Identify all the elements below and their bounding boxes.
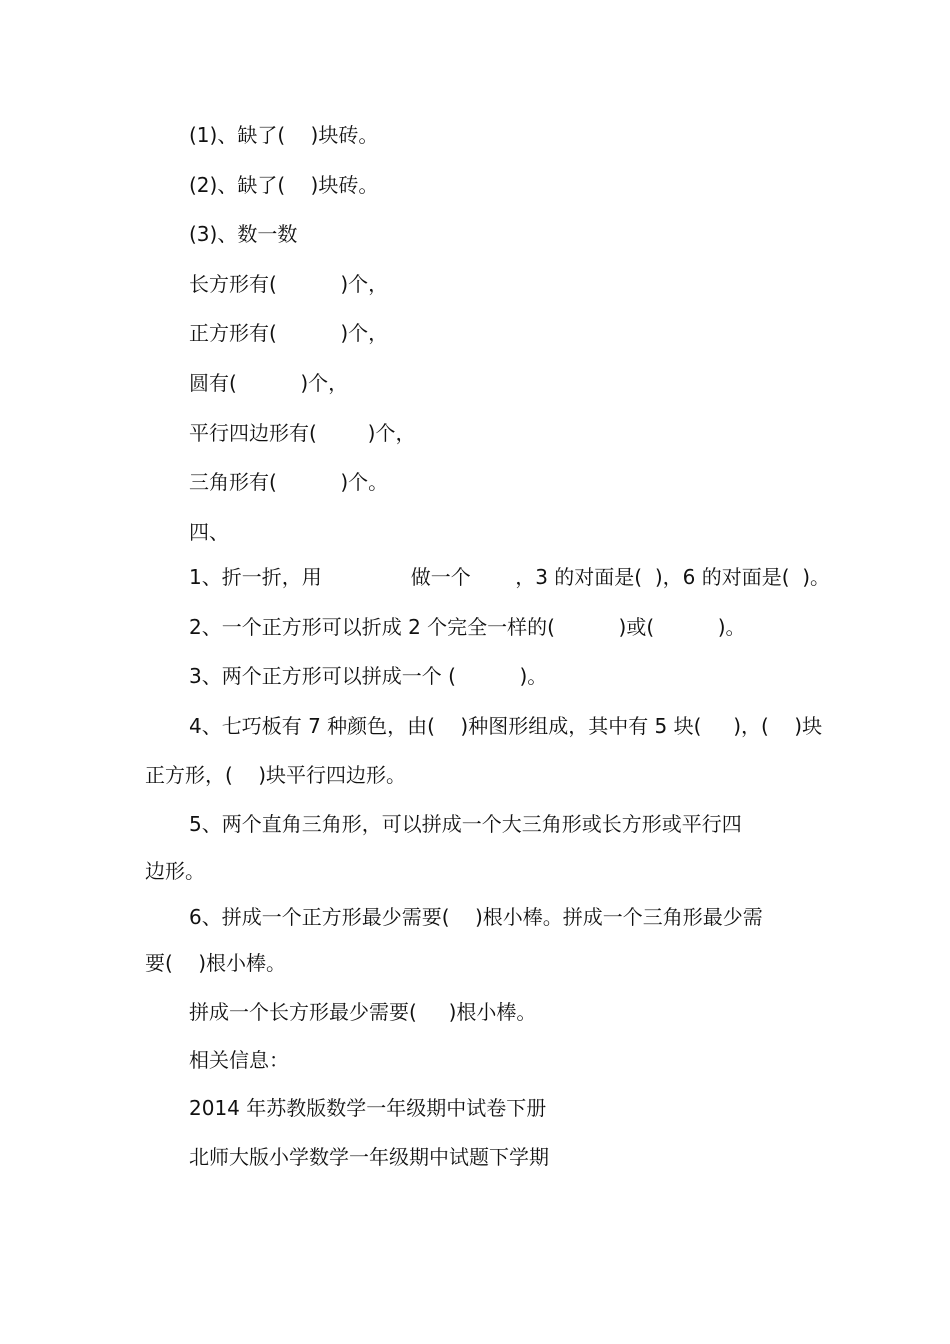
question-4-2: 2、一个正方形可以折成 2 个完全一样的( )或( )。 [189, 615, 746, 639]
question-4-6-line-2: 要( )根小棒。 [145, 951, 287, 975]
related-info-heading: 相关信息： [189, 1048, 289, 1072]
related-link-2[interactable]: 北师大版小学数学一年级期中试题下学期 [189, 1145, 549, 1169]
question-4-4-line-2: 正方形，( )块平行四边形。 [145, 763, 407, 787]
related-link-1[interactable]: 2014 年苏教版数学一年级期中试卷下册 [189, 1096, 547, 1120]
question-4-5-line-1: 5、两个直角三角形，可以拼成一个大三角形或长方形或平行四 [189, 812, 742, 836]
question-4-3: 3、两个正方形可以拼成一个 ( )。 [189, 664, 548, 688]
count-triangles: 三角形有( )个。 [189, 470, 389, 494]
question-4-5-line-2: 边形。 [145, 859, 205, 883]
count-rectangles: 长方形有( )个， [189, 272, 389, 296]
count-circles: 圆有( )个， [189, 371, 349, 395]
count-parallelograms: 平行四边形有( )个， [189, 421, 416, 445]
question-3-part-2: (2)、缺了( )块砖。 [189, 173, 379, 197]
question-3-part-1: (1)、缺了( )块砖。 [189, 123, 379, 147]
question-3-part-3: (3)、数一数 [189, 222, 298, 246]
question-4-1: 1、折一折，用 做一个 ，3 的对面是( )，6 的对面是( )。 [189, 565, 831, 589]
count-squares: 正方形有( )个， [189, 321, 389, 345]
question-4-6-line-3: 拼成一个长方形最少需要( )根小棒。 [189, 1000, 537, 1024]
question-4-4-line-1: 4、七巧板有 7 种颜色，由( )种图形组成，其中有 5 块( )，( )块 [189, 714, 823, 738]
section-heading-four: 四、 [189, 520, 229, 544]
question-4-6-line-1: 6、拼成一个正方形最少需要( )根小棒。拼成一个三角形最少需 [189, 905, 763, 929]
